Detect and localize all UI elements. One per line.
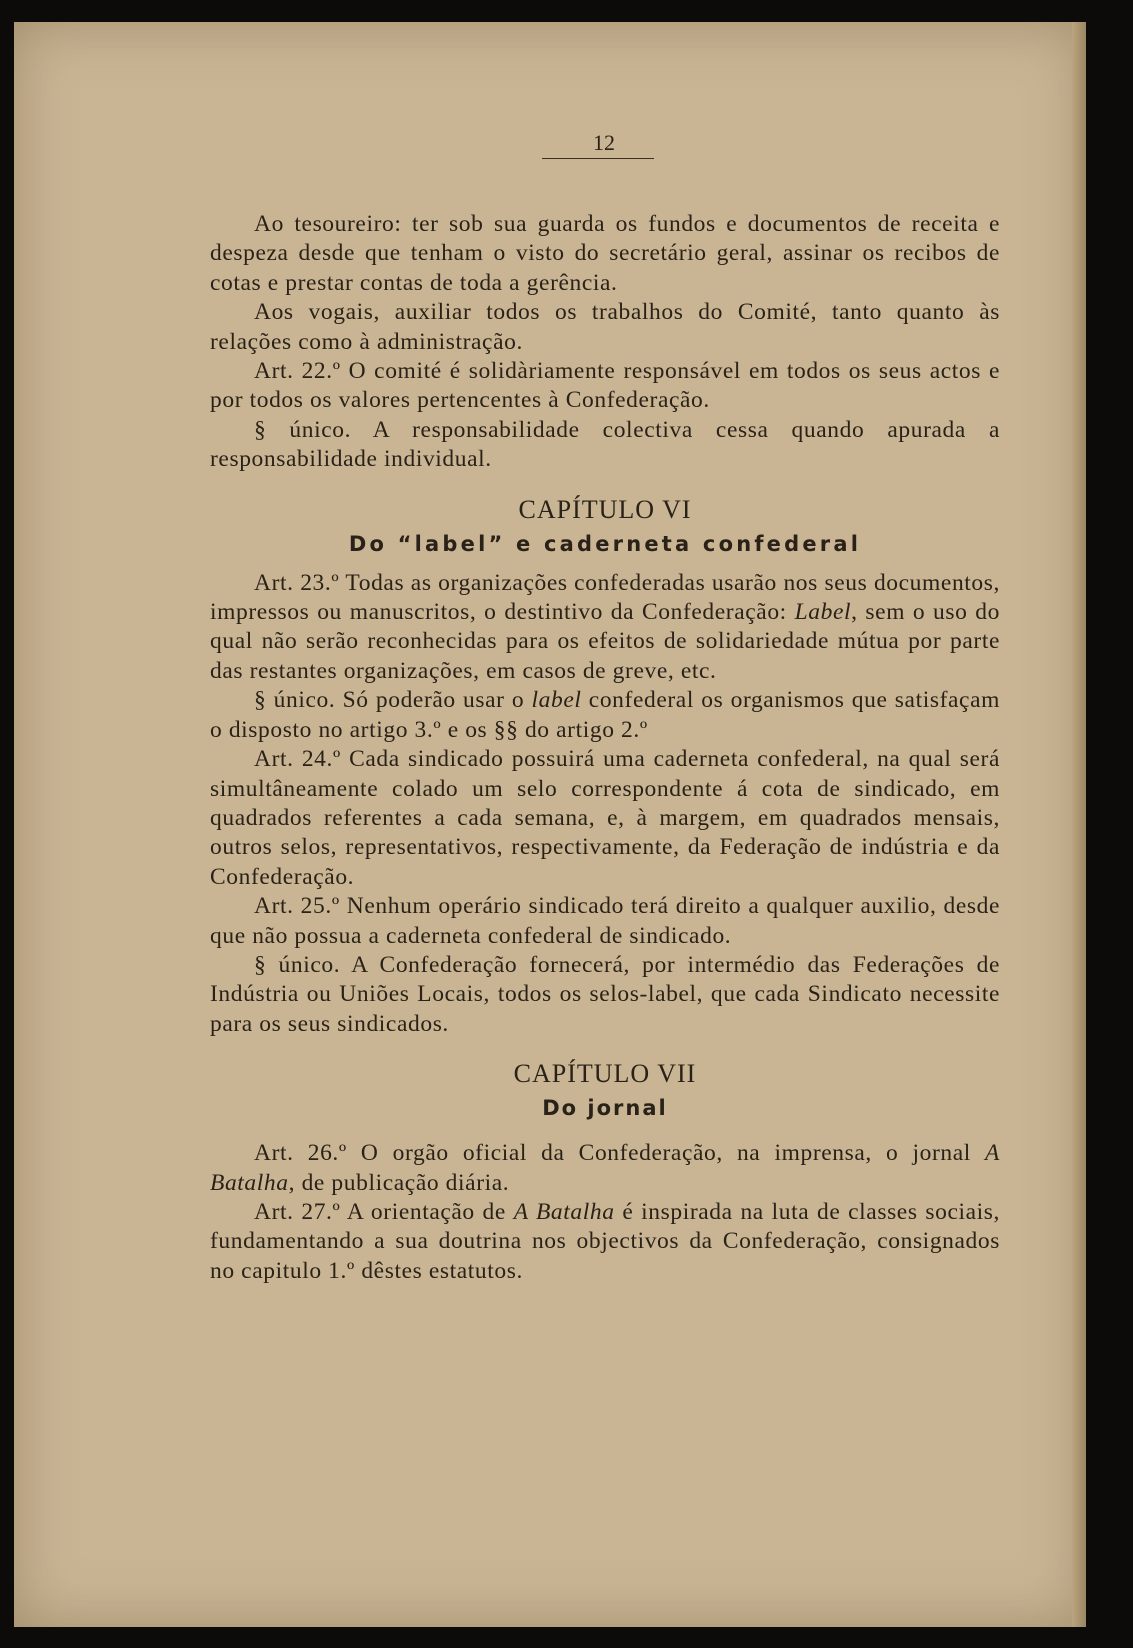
paragraph-art-24: Art. 24.º Cada sindicado possuirá uma caderneta confederal, na qual será simultâneamente colado um selo correspondente á cota de sindicado, em quadrados referentes a cada semana, e, à margem, em quadrados mensais, outros selos, representativos, respectivamente, da Federação de indústria e da Confederação. xyxy=(210,746,1000,890)
body-text xyxy=(210,210,1000,1286)
art-26-text-before: Art. 26.º O orgão oficial da Confederação, na imprensa, o jornal xyxy=(254,1140,986,1167)
page-number-rule xyxy=(542,158,654,159)
art-23-text-before: Art. 23.º Todas as organizações confederadas usarão nos seus documentos, impressos ou manuscritos, o destintivo da Confederação: xyxy=(210,569,1000,626)
art-23-text-after: , sem o uso do qual não serão reconhecidas para os efeitos de solidariedade mútua por parte das restantes organizações, em casos de greve, etc. xyxy=(210,599,1001,684)
document-page xyxy=(14,22,1086,1627)
paragraph-art-25-unico: § único. A Confederação fornecerá, por intermédio das Federações de Indústria ou Uniões Locais, todos os selos-label, que cada Sindicato necessite para os seus sindicados. xyxy=(210,951,1000,1037)
paragraph-art-25: Art. 25.º Nenhum operário sindicado terá direito a qualquer auxilio, desde que não possua a caderneta confederal de sindicado. xyxy=(210,893,1000,949)
art-26-newspaper-italic: A Batalha xyxy=(210,1140,1000,1196)
art-23-unico-after: confederal os organismos que satisfaçam o disposto no artigo 3.º e os §§ do artigo 2.º xyxy=(210,687,1000,743)
art-23-unico-before: § único. Só poderão usar o xyxy=(254,687,532,714)
art-26-text-after: , de publicação diária. xyxy=(288,1169,510,1196)
paragraph-vogais: Aos vogais, auxiliar todos os trabalhos do Comité, tanto quanto às relações como à administração. xyxy=(210,299,1000,355)
paragraph-art-26 xyxy=(210,1139,1000,1198)
art-27-text-after: é inspirada na luta de classes sociais, fundamentando a sua doutrina nos objectivos da Confederação, consignados no capitulo 1.º dêstes estatutos. xyxy=(210,1198,1000,1284)
paragraph-art-22: Art. 22.º O comité é solidàriamente responsável em todos os seus actos e por todos os valores pertencentes à Confederação. xyxy=(210,358,1000,414)
paragraph-art-22-unico: § único. A responsabilidade colectiva cessa quando apurada a responsabilidade individual. xyxy=(210,416,1000,473)
chapter-7-subtitle: Do jornal xyxy=(542,1096,668,1121)
art-23-label-italic: Label xyxy=(794,599,852,626)
art-27-text-before: Art. 27.º A orientação de xyxy=(254,1198,514,1225)
paragraph-tesoureiro: Ao tesoureiro: ter sob sua guarda os fundos e documentos de receita e despeza desde que tenham o visto do secretário geral, assinar os recibos de cotas e prestar contas de toda a gerência. xyxy=(210,211,1000,296)
chapter-6-subtitle: Do “label” e caderneta confederal xyxy=(348,531,862,556)
page-number: 12 xyxy=(593,130,615,155)
paragraph-art-23 xyxy=(210,569,1000,687)
chapter-6-title: CAPÍTULO VI xyxy=(518,494,692,524)
art-27-newspaper-italic: A Batalha xyxy=(513,1198,615,1225)
paragraph-art-23-unico xyxy=(210,686,1000,745)
chapter-7-title: CAPÍTULO VII xyxy=(513,1059,697,1089)
paragraph-art-27 xyxy=(210,1198,1000,1286)
art-23-unico-label-italic: label xyxy=(531,687,582,714)
